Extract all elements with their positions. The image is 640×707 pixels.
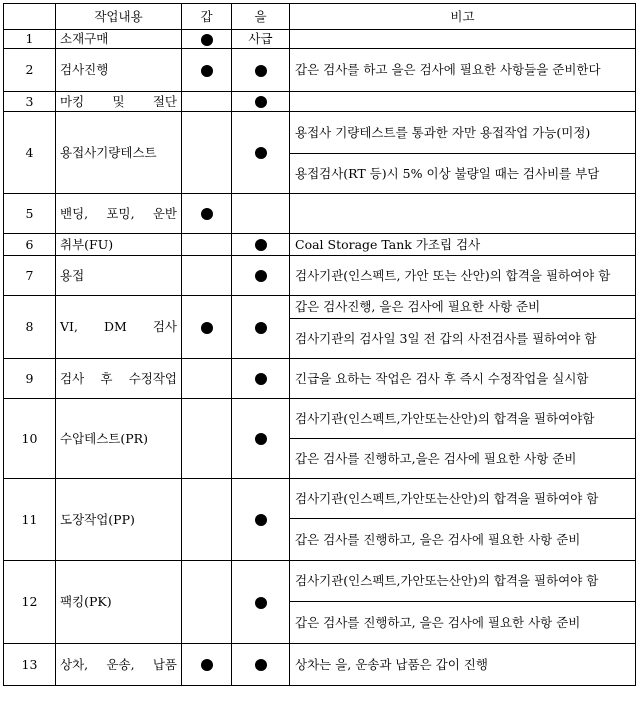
- gap-cell: [182, 399, 232, 479]
- note-cell: 용접사 기량테스트를 통과한 자만 용접작업 가능(미정): [290, 112, 636, 154]
- filled-circle-icon: [255, 96, 267, 108]
- eul-cell: [232, 112, 290, 194]
- header-note: 비고: [290, 4, 636, 30]
- row-number: 10: [4, 399, 56, 479]
- row-number: 8: [4, 296, 56, 359]
- table-row: [4, 256, 636, 296]
- work-content: 도장작업(PP): [56, 479, 182, 561]
- eul-cell: [232, 92, 290, 112]
- filled-circle-icon: [201, 322, 213, 334]
- row-number: 5: [4, 194, 56, 234]
- note-cell: 갑은 검사진행, 을은 검사에 필요한 사항 준비: [290, 296, 636, 319]
- work-content: 소재구매: [56, 30, 182, 49]
- eul-cell: [232, 359, 290, 399]
- table-row: [4, 359, 636, 399]
- gap-cell: [182, 359, 232, 399]
- row-number: 13: [4, 644, 56, 686]
- work-content: 용접: [56, 256, 182, 296]
- note-cell: [290, 30, 636, 49]
- gap-cell: [182, 561, 232, 644]
- row-number: 6: [4, 234, 56, 256]
- work-division-table: [3, 3, 636, 686]
- table-row: [4, 561, 636, 602]
- note-cell: 검사기관(인스펙트,가안또는산안)의 합격을 필하여야 함: [290, 479, 636, 519]
- note-cell: 상차는 을, 운송과 납품은 갑이 진행: [290, 644, 636, 686]
- work-content: 밴딩, 포밍, 운반: [56, 194, 182, 234]
- eul-cell: [232, 399, 290, 479]
- note-cell: 검사기관(인스펙트,가안또는산안)의 합격을 필하여야함: [290, 399, 636, 439]
- eul-cell: [232, 30, 290, 49]
- note-cell: 검사기관(인스펙트,가안또는산안)의 합격을 필하여야 함: [290, 561, 636, 602]
- note-cell: 갑은 검사를 진행하고,을은 검사에 필요한 사항 준비: [290, 439, 636, 479]
- table-row: [4, 194, 636, 234]
- row-number: 1: [4, 30, 56, 49]
- work-content: 검사진행: [56, 49, 182, 92]
- table-row: [4, 30, 636, 49]
- work-content: 상차, 운송, 납품: [56, 644, 182, 686]
- filled-circle-icon: [255, 433, 267, 445]
- gap-cell: [182, 479, 232, 561]
- gap-cell: [182, 92, 232, 112]
- header-gap: 갑: [182, 4, 232, 30]
- row-number: 12: [4, 561, 56, 644]
- eul-cell: [232, 561, 290, 644]
- filled-circle-icon: [255, 65, 267, 77]
- note-cell: [290, 92, 636, 112]
- gap-cell: [182, 112, 232, 194]
- filled-circle-icon: [201, 208, 213, 220]
- table-row: [4, 644, 636, 686]
- header-eul: 을: [232, 4, 290, 30]
- filled-circle-icon: [201, 65, 213, 77]
- filled-circle-icon: [255, 239, 267, 251]
- eul-cell: [232, 644, 290, 686]
- filled-circle-icon: [255, 322, 267, 334]
- work-content: 마킹 및 절단: [56, 92, 182, 112]
- row-number: 2: [4, 49, 56, 92]
- note-cell: Coal Storage Tank 가조립 검사: [290, 234, 636, 256]
- note-cell: 갑은 검사를 하고 을은 검사에 필요한 사항들을 준비한다: [290, 49, 636, 92]
- note-cell: 갑은 검사를 진행하고, 을은 검사에 필요한 사항 준비: [290, 519, 636, 561]
- table-row: [4, 112, 636, 154]
- filled-circle-icon: [255, 147, 267, 159]
- filled-circle-icon: [255, 514, 267, 526]
- table-row: [4, 399, 636, 439]
- table-body: [4, 30, 636, 686]
- row-number: 3: [4, 92, 56, 112]
- work-content: 검사 후 수정작업: [56, 359, 182, 399]
- header-no: [4, 4, 56, 30]
- row-number: 7: [4, 256, 56, 296]
- note-cell: 검사기관(인스펙트, 가안 또는 산안)의 합격을 필하여야 함: [290, 256, 636, 296]
- note-cell: 검사기관의 검사일 3일 전 갑의 사전검사를 필하여야 함: [290, 319, 636, 359]
- filled-circle-icon: [255, 597, 267, 609]
- note-cell: 용접검사(RT 등)시 5% 이상 불량일 때는 검사비를 부담: [290, 154, 636, 194]
- filled-circle-icon: [255, 659, 267, 671]
- gap-cell: [182, 194, 232, 234]
- row-number: 4: [4, 112, 56, 194]
- table-row: [4, 234, 636, 256]
- filled-circle-icon: [255, 270, 267, 282]
- eul-cell: [232, 479, 290, 561]
- row-number: 9: [4, 359, 56, 399]
- eul-cell: [232, 49, 290, 92]
- table-row: [4, 479, 636, 519]
- eul-cell: [232, 256, 290, 296]
- header-row: [4, 4, 636, 30]
- filled-circle-icon: [201, 659, 213, 671]
- row-number: 11: [4, 479, 56, 561]
- gap-cell: [182, 49, 232, 92]
- header-work: 작업내용: [56, 4, 182, 30]
- work-content: 취부(FU): [56, 234, 182, 256]
- eul-cell: [232, 194, 290, 234]
- work-content: VI, DM 검사: [56, 296, 182, 359]
- work-content: 팩킹(PK): [56, 561, 182, 644]
- gap-cell: [182, 30, 232, 49]
- gap-cell: [182, 234, 232, 256]
- gap-cell: [182, 296, 232, 359]
- table-row: [4, 92, 636, 112]
- gap-cell: [182, 644, 232, 686]
- table-row: [4, 49, 636, 92]
- note-cell: [290, 194, 636, 234]
- filled-circle-icon: [255, 373, 267, 385]
- note-cell: 갑은 검사를 진행하고, 을은 검사에 필요한 사항 준비: [290, 602, 636, 644]
- work-content: 용접사기량테스트: [56, 112, 182, 194]
- filled-circle-icon: [201, 34, 213, 46]
- eul-cell: [232, 296, 290, 359]
- work-content: 수압테스트(PR): [56, 399, 182, 479]
- table-row: [4, 296, 636, 319]
- eul-cell: [232, 234, 290, 256]
- note-cell: 긴급을 요하는 작업은 검사 후 즉시 수정작업을 실시함: [290, 359, 636, 399]
- eul-text: 사급: [248, 31, 273, 46]
- gap-cell: [182, 256, 232, 296]
